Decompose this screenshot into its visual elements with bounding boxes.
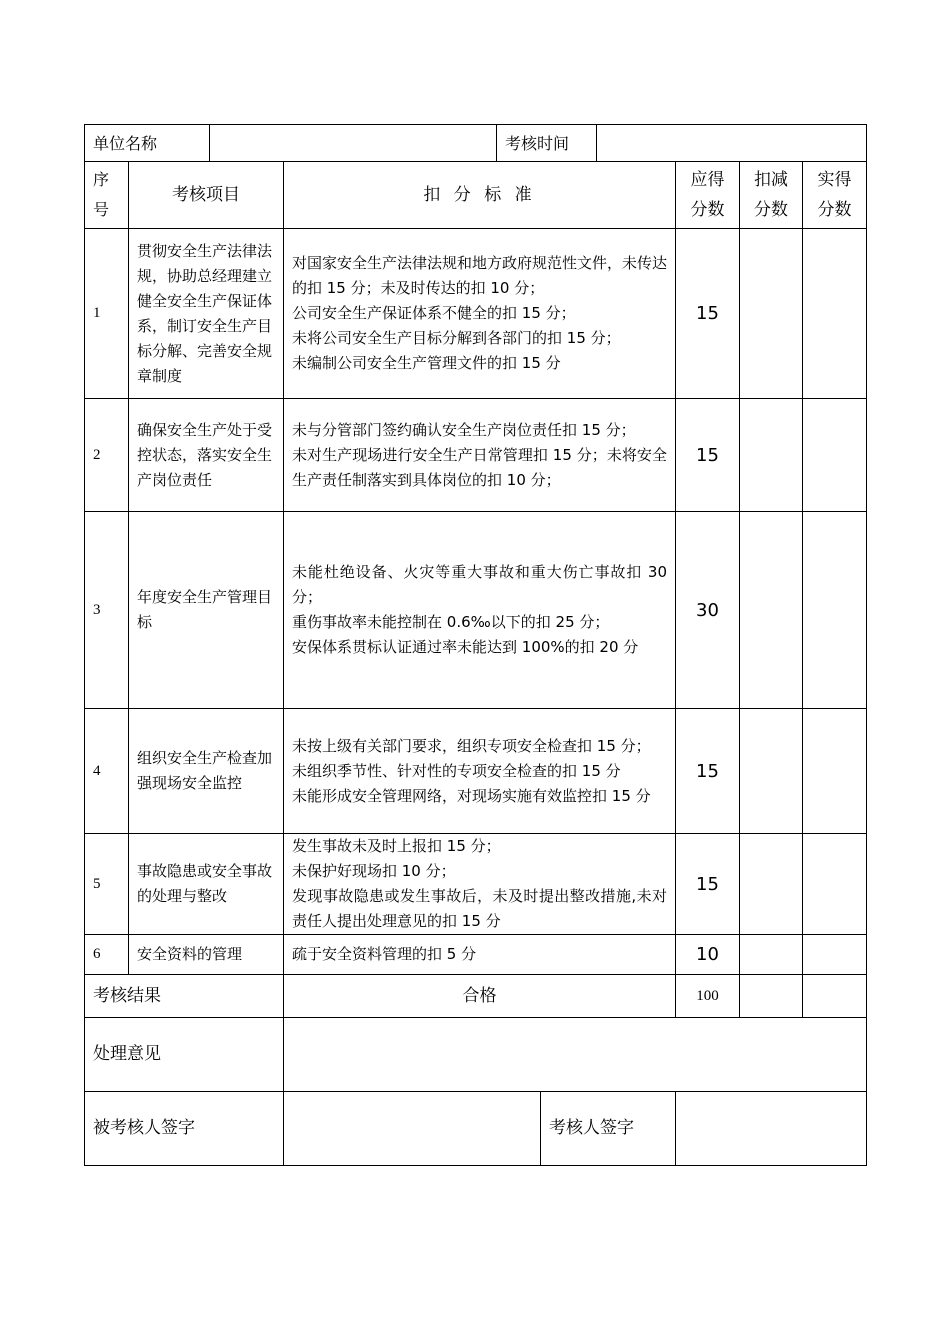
examinee-signature-label: 被考核人签字 <box>85 1092 284 1166</box>
row-due-score: 15 <box>676 709 740 834</box>
col-seq-line2: 号 <box>93 200 110 219</box>
examiner-signature-field[interactable] <box>676 1092 867 1166</box>
signature-table <box>84 1091 867 1166</box>
table-row <box>85 229 867 399</box>
table-row <box>85 709 867 834</box>
col-due-line2: 分数 <box>690 200 725 220</box>
criteria-line: 未保护好现场扣 10 分； <box>292 862 456 880</box>
row-seq: 3 <box>85 512 129 709</box>
column-header-row <box>85 162 867 229</box>
result-deduct-score[interactable] <box>740 975 803 1018</box>
row-criteria <box>284 709 676 834</box>
col-criteria: 扣 分 标 准 <box>284 162 676 229</box>
col-seq-line1: 序 <box>93 170 110 189</box>
opinion-row <box>85 1018 867 1092</box>
col-due-line1: 应得 <box>690 170 725 190</box>
row-due-score: 10 <box>676 935 740 975</box>
col-deduct-line2: 分数 <box>754 200 788 220</box>
table-row <box>85 834 867 935</box>
col-actual-line1: 实得 <box>817 170 852 190</box>
col-deduct <box>740 162 803 229</box>
row-actual-score[interactable] <box>803 399 867 512</box>
row-actual-score[interactable] <box>803 834 867 935</box>
table-row <box>85 512 867 709</box>
criteria-line: 疏于安全资料管理的扣 5 分 <box>292 945 477 963</box>
row-actual-score[interactable] <box>803 935 867 975</box>
row-deduct-score[interactable] <box>740 834 803 935</box>
col-actual-line2: 分数 <box>817 200 852 220</box>
row-seq: 1 <box>85 229 129 399</box>
row-deduct-score[interactable] <box>740 709 803 834</box>
col-deduct-line1: 扣减 <box>754 170 788 190</box>
row-seq: 5 <box>85 834 129 935</box>
criteria-line: 发现事故隐患或发生事故后，未及时提出整改措施,未对责任人提出处理意见的扣 15 分 <box>292 887 667 930</box>
row-due-score: 15 <box>676 834 740 935</box>
row-deduct-score[interactable] <box>740 229 803 399</box>
opinion-label: 处理意见 <box>85 1018 284 1092</box>
criteria-line: 未对生产现场进行安全生产日常管理扣 15 分；未将安全生产责任制落实到具体岗位的扣 10 分； <box>292 445 667 489</box>
result-label: 考核结果 <box>85 975 284 1018</box>
assessment-form <box>84 124 866 1166</box>
criteria-line: 重伤事故率未能控制在 0.6‰以下的扣 25 分； <box>292 613 610 631</box>
examiner-signature-label: 考核人签字 <box>541 1092 676 1166</box>
row-seq: 6 <box>85 935 129 975</box>
row-criteria <box>284 935 676 975</box>
row-seq: 4 <box>85 709 129 834</box>
row-criteria <box>284 229 676 399</box>
criteria-line: 安保体系贯标认证通过率未能达到 100%的扣 20 分 <box>292 638 639 656</box>
criteria-table <box>84 161 867 1092</box>
row-criteria <box>284 399 676 512</box>
result-value[interactable]: 合格 <box>284 975 676 1018</box>
criteria-line: 未编制公司安全生产管理文件的扣 15 分 <box>292 354 561 372</box>
criteria-line: 未能形成安全管理网络，对现场实施有效监控扣 15 分 <box>292 786 651 805</box>
result-total-score: 100 <box>676 975 740 1018</box>
criteria-line: 未组织季节性、针对性的专项安全检查的扣 15 分 <box>292 761 621 780</box>
row-item: 贯彻安全生产法律法规，协助总经理建立健全安全生产保证体系，制订安全生产目标分解、完善安全规章制度 <box>129 229 284 399</box>
row-item: 确保安全生产处于受控状态，落实安全生产岗位责任 <box>129 399 284 512</box>
row-criteria <box>284 834 676 935</box>
row-deduct-score[interactable] <box>740 399 803 512</box>
criteria-line: 未与分管部门签约确认安全生产岗位责任扣 15 分； <box>292 420 636 439</box>
row-item: 事故隐患或安全事故的处理与整改 <box>129 834 284 935</box>
header-table <box>84 124 867 162</box>
row-item: 组织安全生产检查加强现场安全监控 <box>129 709 284 834</box>
row-deduct-score[interactable] <box>740 935 803 975</box>
row-actual-score[interactable] <box>803 512 867 709</box>
row-actual-score[interactable] <box>803 709 867 834</box>
criteria-line: 未将公司安全生产目标分解到各部门的扣 15 分； <box>292 329 621 347</box>
result-row <box>85 975 867 1018</box>
unit-name-label: 单位名称 <box>85 125 210 162</box>
criteria-line: 未能杜绝设备、火灾等重大事故和重大伤亡事故扣 30 分； <box>292 563 667 606</box>
row-due-score: 15 <box>676 229 740 399</box>
examinee-signature-field[interactable] <box>284 1092 541 1166</box>
criteria-line: 未按上级有关部门要求，组织专项安全检查扣 15 分； <box>292 736 651 755</box>
col-actual <box>803 162 867 229</box>
table-row <box>85 935 867 975</box>
row-due-score: 15 <box>676 399 740 512</box>
criteria-line: 公司安全生产保证体系不健全的扣 15 分； <box>292 304 576 322</box>
row-due-score: 30 <box>676 512 740 709</box>
row-criteria <box>284 512 676 709</box>
col-item: 考核项目 <box>129 162 284 229</box>
opinion-field[interactable] <box>284 1018 867 1092</box>
assessment-time-label: 考核时间 <box>497 125 597 162</box>
table-row <box>85 399 867 512</box>
result-actual-score[interactable] <box>803 975 867 1018</box>
row-item: 年度安全生产管理目标 <box>129 512 284 709</box>
col-due <box>676 162 740 229</box>
col-seq <box>85 162 129 229</box>
criteria-line: 发生事故未及时上报扣 15 分； <box>292 837 501 855</box>
criteria-line: 对国家安全生产法律法规和地方政府规范性文件，未传达的扣 15 分；未及时传达的扣 10 分； <box>292 254 668 297</box>
row-actual-score[interactable] <box>803 229 867 399</box>
unit-name-field[interactable] <box>210 125 497 162</box>
assessment-time-field[interactable] <box>597 125 867 162</box>
row-seq: 2 <box>85 399 129 512</box>
row-deduct-score[interactable] <box>740 512 803 709</box>
row-item: 安全资料的管理 <box>129 935 284 975</box>
